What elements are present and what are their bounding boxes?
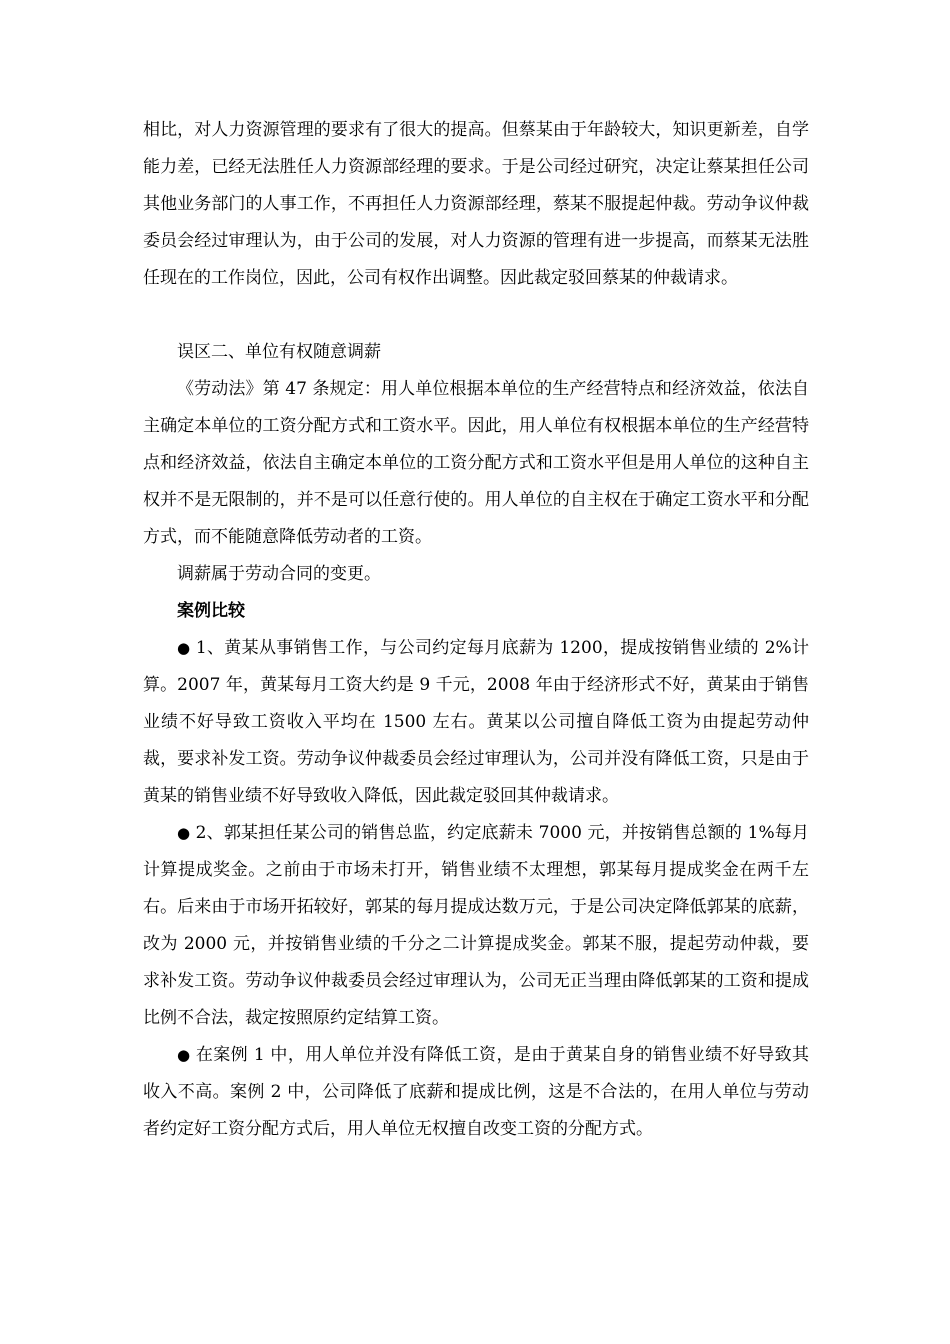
bullet-icon: ●	[177, 1046, 191, 1064]
case-2-text: 2、郭某担任某公司的销售总监，约定底薪未 7000 元，并按销售总额的 1%每月计算提成奖金。之前由于市场未打开，销售业绩不太理想，郭某每月提成奖金在两千左右。后来由于市场开拓较好，郭某的每月提成达数万元，于是公司决定降低郭某的底薪，改为 2000 元，并按销售业绩的千分之二计算提成奖金。郭某不服，提起劳动仲裁，要求补发工资。劳动争议仲裁委员会经过审理认为，公司无正当理由降低郭某的工资和提成比例不合法，裁定按照原约定结算工资。	[143, 823, 809, 1028]
paragraph-spacer	[143, 297, 809, 334]
section-title: 误区二、单位有权随意调薪	[177, 342, 381, 362]
case-1-paragraph	[143, 630, 809, 815]
paragraph-salary-change: 调薪属于劳动合同的变更。	[177, 564, 381, 584]
bullet-icon: ●	[177, 824, 191, 842]
case-2-paragraph	[143, 815, 809, 1037]
paragraph-labor-law: 《劳动法》第 47 条规定：用人单位根据本单位的生产经营特点和经济效益，依法自主确定本单位的工资分配方式和工资水平。因此，用人单位有权根据本单位的生产经营特点和经济效益，依法自主确定本单位的工资分配方式和工资水平但是用人单位的这种自主权并不是无限制的，并不是可以任意行使的。用人单位的自主权在于确定工资水平和分配方式，而不能随意降低劳动者的工资。	[143, 379, 809, 547]
paragraph-continuation: 相比，对人力资源管理的要求有了很大的提高。但蔡某由于年龄较大，知识更新差，自学能力差，已经无法胜任人力资源部经理的要求。于是公司经过研究，决定让蔡某担任公司其他业务部门的人事工作，不再担任人力资源部经理，蔡某不服提起仲裁。劳动争议仲裁委员会经过审理认为，由于公司的发展，对人力资源的管理有进一步提高，而蔡某无法胜任现在的工作岗位，因此，公司有权作出调整。因此裁定驳回蔡某的仲裁请求。	[143, 120, 809, 288]
case-1-text: 1、黄某从事销售工作，与公司约定每月底薪为 1200，提成按销售业绩的 2%计算。2007 年，黄某每月工资大约是 9 千元，2008 年由于经济形式不好，黄某由于销售业绩不好导致工资收入平均在 1500 左右。黄某以公司擅自降低工资为由提起劳动仲裁，要求补发工资。劳动争议仲裁委员会经过审理认为，公司并没有降低工资，只是由于黄某的销售业绩不好导致收入降低，因此裁定驳回其仲裁请求。	[143, 638, 809, 806]
conclusion-text: 在案例 1 中，用人单位并没有降低工资，是由于黄某自身的销售业绩不好导致其收入不高。案例 2 中，公司降低了底薪和提成比例，这是不合法的，在用人单位与劳动者约定好工资分配方式后，用人单位无权擅自改变工资的分配方式。	[143, 1045, 809, 1139]
document-body	[143, 112, 809, 1148]
conclusion-paragraph	[143, 1037, 809, 1148]
case-comparison-heading: 案例比较	[177, 601, 245, 621]
bullet-icon: ●	[177, 639, 191, 657]
